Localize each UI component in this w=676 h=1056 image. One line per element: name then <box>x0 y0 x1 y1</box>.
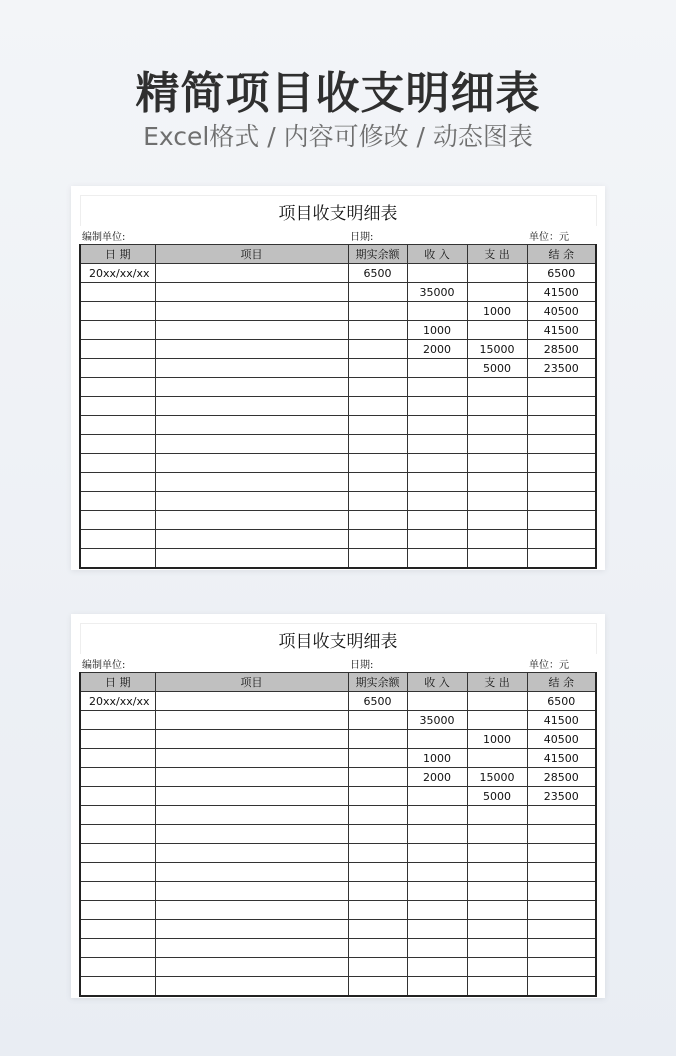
table-cell[interactable] <box>348 416 407 435</box>
table-cell[interactable] <box>80 340 155 359</box>
table-cell[interactable] <box>348 397 407 416</box>
ledger-table <box>79 195 597 569</box>
table-cell[interactable] <box>467 863 527 882</box>
table-cell[interactable] <box>527 492 596 511</box>
table-cell[interactable] <box>155 435 348 454</box>
table-cell[interactable]: 41500 <box>527 283 596 302</box>
table-cell[interactable] <box>348 549 407 569</box>
table-cell[interactable] <box>80 768 155 787</box>
table-cell[interactable] <box>467 882 527 901</box>
table-cell[interactable] <box>527 844 596 863</box>
currency-unit-label: 单位：元 <box>529 231 569 243</box>
table-cell[interactable]: 35000 <box>407 711 467 730</box>
table-row <box>80 302 596 321</box>
table-cell[interactable] <box>348 882 407 901</box>
table-cell[interactable]: 40500 <box>527 302 596 321</box>
table-cell[interactable] <box>467 958 527 977</box>
table-cell[interactable] <box>527 939 596 958</box>
table-cell[interactable] <box>348 473 407 492</box>
table-cell[interactable] <box>348 321 407 340</box>
column-header: 支 出 <box>467 245 527 264</box>
column-header: 结 余 <box>527 673 596 692</box>
table-cell[interactable]: 1000 <box>467 302 527 321</box>
table-cell[interactable] <box>407 939 467 958</box>
table-cell[interactable] <box>527 397 596 416</box>
table-cell[interactable] <box>527 806 596 825</box>
table-cell[interactable] <box>155 806 348 825</box>
table-cell[interactable] <box>155 787 348 806</box>
table-row <box>80 920 596 939</box>
table-cell[interactable] <box>80 806 155 825</box>
table-cell[interactable] <box>467 901 527 920</box>
table-cell[interactable] <box>155 321 348 340</box>
table-row <box>80 692 596 711</box>
table-row <box>80 511 596 530</box>
table-cell[interactable]: 15000 <box>467 768 527 787</box>
table-cell[interactable] <box>155 416 348 435</box>
table-cell[interactable] <box>348 749 407 768</box>
column-header: 期实余额 <box>348 245 407 264</box>
table-cell[interactable] <box>467 806 527 825</box>
table-cell[interactable] <box>348 787 407 806</box>
column-header: 日 期 <box>80 245 155 264</box>
table-cell[interactable] <box>155 882 348 901</box>
table-cell[interactable] <box>407 302 467 321</box>
table-cell[interactable] <box>348 901 407 920</box>
table-cell[interactable] <box>527 378 596 397</box>
table-cell[interactable] <box>467 378 527 397</box>
table-cell[interactable]: 1000 <box>407 321 467 340</box>
table-row <box>80 958 596 977</box>
table-cell[interactable] <box>348 283 407 302</box>
table-cell[interactable] <box>348 825 407 844</box>
table-cell[interactable] <box>155 730 348 749</box>
currency-unit-label: 单位：元 <box>529 659 569 671</box>
table-cell[interactable] <box>348 359 407 378</box>
table-cell[interactable] <box>80 530 155 549</box>
table-row <box>80 939 596 958</box>
table-cell[interactable] <box>407 530 467 549</box>
table-cell[interactable] <box>80 844 155 863</box>
table-cell[interactable] <box>407 882 467 901</box>
table-cell[interactable] <box>80 321 155 340</box>
table-cell[interactable] <box>407 397 467 416</box>
table-cell[interactable] <box>467 454 527 473</box>
table-cell[interactable]: 5000 <box>467 359 527 378</box>
table-cell[interactable]: 41500 <box>527 711 596 730</box>
hero-subtitle: Excel格式 / 内容可修改 / 动态图表 <box>143 122 533 151</box>
table-cell[interactable] <box>80 283 155 302</box>
table-cell[interactable] <box>80 920 155 939</box>
table-row <box>80 340 596 359</box>
table-row <box>80 806 596 825</box>
table-row <box>80 825 596 844</box>
table-cell[interactable] <box>467 511 527 530</box>
table-cell[interactable] <box>467 492 527 511</box>
table-cell[interactable] <box>527 511 596 530</box>
table-cell[interactable] <box>467 549 527 569</box>
table-cell[interactable]: 2000 <box>407 340 467 359</box>
table-cell[interactable]: 41500 <box>527 321 596 340</box>
table-cell[interactable] <box>407 492 467 511</box>
org-unit-label: 编制单位: <box>82 231 126 243</box>
table-cell[interactable] <box>155 378 348 397</box>
table-cell[interactable] <box>467 473 527 492</box>
table-row <box>80 863 596 882</box>
table-cell[interactable] <box>155 901 348 920</box>
table-cell[interactable] <box>80 749 155 768</box>
table-cell[interactable] <box>407 454 467 473</box>
table-cell[interactable] <box>155 711 348 730</box>
table-cell[interactable]: 40500 <box>527 730 596 749</box>
table-cell[interactable] <box>348 340 407 359</box>
table-row <box>80 435 596 454</box>
column-header: 项目 <box>155 245 348 264</box>
table-cell[interactable] <box>467 283 527 302</box>
table-row <box>80 977 596 997</box>
table-cell[interactable] <box>527 958 596 977</box>
table-cell[interactable] <box>155 397 348 416</box>
table-cell[interactable] <box>155 939 348 958</box>
table-cell[interactable] <box>407 920 467 939</box>
table-cell[interactable] <box>80 730 155 749</box>
table-row <box>80 321 596 340</box>
table-cell[interactable] <box>407 692 467 711</box>
table-cell[interactable] <box>80 901 155 920</box>
sheet-title: 项目收支明细表 <box>80 624 596 655</box>
table-cell[interactable] <box>80 882 155 901</box>
table-cell[interactable] <box>80 473 155 492</box>
table-row <box>80 283 596 302</box>
table-cell[interactable]: 23500 <box>527 787 596 806</box>
table-row <box>80 473 596 492</box>
table-cell[interactable] <box>155 340 348 359</box>
table-row <box>80 730 596 749</box>
table-cell[interactable] <box>527 416 596 435</box>
table-row <box>80 901 596 920</box>
table-cell[interactable] <box>407 977 467 997</box>
table-cell[interactable] <box>155 473 348 492</box>
table-cell[interactable] <box>348 511 407 530</box>
table-cell[interactable] <box>467 321 527 340</box>
table-cell[interactable] <box>527 863 596 882</box>
table-cell[interactable] <box>80 454 155 473</box>
table-cell[interactable] <box>348 711 407 730</box>
table-cell[interactable] <box>155 359 348 378</box>
table-cell[interactable]: 28500 <box>527 768 596 787</box>
table-cell[interactable] <box>348 530 407 549</box>
table-cell[interactable] <box>467 397 527 416</box>
table-cell[interactable]: 35000 <box>407 283 467 302</box>
table-cell[interactable]: 20xx/xx/xx <box>80 692 155 711</box>
column-header: 日 期 <box>80 673 155 692</box>
table-cell[interactable] <box>80 939 155 958</box>
org-unit-label: 编制单位: <box>82 659 126 671</box>
table-cell[interactable] <box>155 692 348 711</box>
table-cell[interactable] <box>348 863 407 882</box>
table-cell[interactable] <box>155 844 348 863</box>
table-cell[interactable] <box>407 730 467 749</box>
table-row <box>80 549 596 569</box>
column-header: 支 出 <box>467 673 527 692</box>
table-row <box>80 397 596 416</box>
table-cell[interactable] <box>407 844 467 863</box>
column-header: 结 余 <box>527 245 596 264</box>
table-cell[interactable] <box>407 511 467 530</box>
table-cell[interactable] <box>527 530 596 549</box>
table-row <box>80 378 596 397</box>
table-cell[interactable] <box>527 977 596 997</box>
table-cell[interactable] <box>527 920 596 939</box>
table-cell[interactable] <box>527 901 596 920</box>
table-row <box>80 264 596 283</box>
table-cell[interactable] <box>80 378 155 397</box>
table-cell[interactable] <box>348 844 407 863</box>
table-cell[interactable] <box>527 473 596 492</box>
table-cell[interactable] <box>155 264 348 283</box>
table-cell[interactable] <box>155 302 348 321</box>
sheet-title: 项目收支明细表 <box>80 196 596 227</box>
table-cell[interactable] <box>467 530 527 549</box>
table-cell[interactable] <box>348 730 407 749</box>
table-cell[interactable] <box>348 302 407 321</box>
table-cell[interactable] <box>407 787 467 806</box>
table-cell[interactable] <box>467 939 527 958</box>
table-cell[interactable] <box>155 511 348 530</box>
table-cell[interactable] <box>80 359 155 378</box>
table-cell[interactable] <box>467 920 527 939</box>
table-cell[interactable]: 6500 <box>527 692 596 711</box>
table-cell[interactable] <box>80 302 155 321</box>
table-cell[interactable] <box>467 435 527 454</box>
table-cell[interactable] <box>155 492 348 511</box>
table-cell[interactable] <box>407 473 467 492</box>
table-cell[interactable]: 41500 <box>527 749 596 768</box>
table-cell[interactable] <box>467 692 527 711</box>
table-cell[interactable]: 6500 <box>527 264 596 283</box>
table-cell[interactable] <box>80 435 155 454</box>
table-row <box>80 787 596 806</box>
table-cell[interactable] <box>407 901 467 920</box>
date-label: 日期: <box>350 231 374 243</box>
table-cell[interactable] <box>348 806 407 825</box>
table-cell[interactable] <box>527 549 596 569</box>
table-cell[interactable]: 5000 <box>467 787 527 806</box>
table-cell[interactable] <box>407 549 467 569</box>
table-cell[interactable] <box>80 825 155 844</box>
table-cell[interactable] <box>467 977 527 997</box>
table-cell[interactable] <box>348 454 407 473</box>
table-cell[interactable] <box>348 920 407 939</box>
table-cell[interactable] <box>155 863 348 882</box>
table-cell[interactable] <box>407 359 467 378</box>
table-cell[interactable]: 28500 <box>527 340 596 359</box>
table-cell[interactable] <box>80 416 155 435</box>
date-label: 日期: <box>350 659 374 671</box>
table-cell[interactable] <box>155 825 348 844</box>
table-cell[interactable] <box>348 435 407 454</box>
table-cell[interactable] <box>407 825 467 844</box>
table-cell[interactable] <box>80 492 155 511</box>
table-cell[interactable]: 15000 <box>467 340 527 359</box>
table-cell[interactable] <box>155 920 348 939</box>
table-row <box>80 416 596 435</box>
table-cell[interactable] <box>155 530 348 549</box>
hero-title: 精简项目收支明细表 <box>135 68 541 119</box>
table-cell[interactable] <box>348 958 407 977</box>
table-row <box>80 454 596 473</box>
table-cell[interactable] <box>407 264 467 283</box>
table-row <box>80 844 596 863</box>
table-cell[interactable] <box>407 863 467 882</box>
table-cell[interactable] <box>348 977 407 997</box>
table-cell[interactable] <box>348 939 407 958</box>
table-cell[interactable] <box>80 511 155 530</box>
table-cell[interactable] <box>80 787 155 806</box>
table-cell[interactable] <box>527 882 596 901</box>
table-cell[interactable] <box>407 378 467 397</box>
table-row <box>80 749 596 768</box>
table-cell[interactable]: 23500 <box>527 359 596 378</box>
table-cell[interactable] <box>80 397 155 416</box>
table-row <box>80 768 596 787</box>
table-cell[interactable] <box>467 844 527 863</box>
table-cell[interactable] <box>80 958 155 977</box>
table-cell[interactable] <box>527 435 596 454</box>
table-cell[interactable]: 2000 <box>407 768 467 787</box>
column-header: 收 入 <box>407 673 467 692</box>
table-cell[interactable] <box>467 264 527 283</box>
spreadsheet-preview-2 <box>71 614 605 998</box>
table-cell[interactable] <box>467 711 527 730</box>
table-cell[interactable] <box>155 958 348 977</box>
column-header: 收 入 <box>407 245 467 264</box>
table-cell[interactable] <box>348 768 407 787</box>
spreadsheet-preview-1 <box>71 186 605 570</box>
table-row <box>80 359 596 378</box>
table-cell[interactable] <box>155 454 348 473</box>
table-cell[interactable]: 1000 <box>407 749 467 768</box>
table-cell[interactable] <box>155 749 348 768</box>
table-cell[interactable] <box>155 549 348 569</box>
table-cell[interactable]: 1000 <box>467 730 527 749</box>
ledger-table <box>79 623 597 997</box>
table-cell[interactable] <box>467 825 527 844</box>
table-cell[interactable] <box>348 378 407 397</box>
table-row <box>80 492 596 511</box>
table-cell[interactable] <box>407 958 467 977</box>
table-row <box>80 530 596 549</box>
table-row <box>80 711 596 730</box>
table-cell[interactable] <box>527 825 596 844</box>
table-cell[interactable]: 6500 <box>348 692 407 711</box>
table-cell[interactable]: 20xx/xx/xx <box>80 264 155 283</box>
table-cell[interactable] <box>155 768 348 787</box>
table-cell[interactable] <box>80 977 155 997</box>
table-cell[interactable] <box>527 454 596 473</box>
table-cell[interactable] <box>467 416 527 435</box>
table-cell[interactable] <box>407 416 467 435</box>
table-cell[interactable] <box>155 977 348 997</box>
column-header: 项目 <box>155 673 348 692</box>
table-cell[interactable] <box>467 749 527 768</box>
column-header: 期实余额 <box>348 673 407 692</box>
table-cell[interactable] <box>80 863 155 882</box>
table-cell[interactable] <box>80 711 155 730</box>
table-cell[interactable] <box>407 806 467 825</box>
table-cell[interactable] <box>80 549 155 569</box>
table-cell[interactable]: 6500 <box>348 264 407 283</box>
table-cell[interactable] <box>348 492 407 511</box>
table-cell[interactable] <box>155 283 348 302</box>
table-cell[interactable] <box>407 435 467 454</box>
table-row <box>80 882 596 901</box>
